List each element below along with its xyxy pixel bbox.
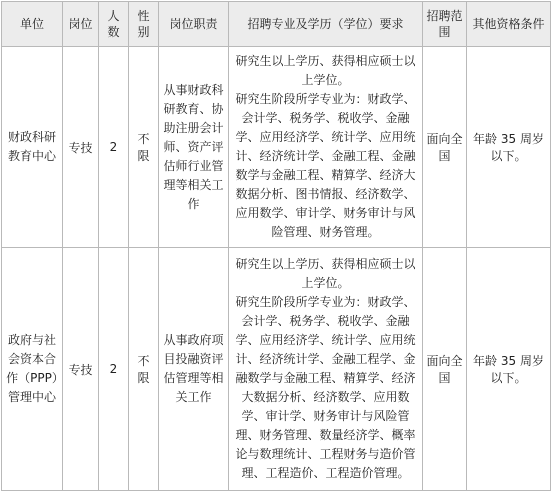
cell-other: 年龄 35 周岁以下。 <box>467 47 551 248</box>
requirement-majors: 研究生阶段所学专业为：财政学、会计学、税务学、税收学、金融学、应用经济学、统计学、应用统计、经济统计学、金融工程学、金融数学与金融工程、精算学、经济大数据分析、经济数学、应用数学、审计学、财务审计与风险管理、财务管理、数量经济学、概率论与数理统计、工程财务与造价管理、工程造价、工程造价管理。 <box>235 295 416 480</box>
header-duty: 岗位职责 <box>159 2 229 47</box>
header-other: 其他资格条件 <box>467 2 551 47</box>
cell-gender: 不限 <box>129 248 159 491</box>
header-unit: 单位 <box>2 2 63 47</box>
cell-count: 2 <box>99 248 129 491</box>
header-scope: 招聘范围 <box>423 2 467 47</box>
cell-post: 专技 <box>63 248 99 491</box>
cell-scope: 面向全国 <box>423 47 467 248</box>
header-row <box>2 2 551 47</box>
header-post: 岗位 <box>63 2 99 47</box>
cell-duty: 从事财政科研教育、协助注册会计师、资产评估师行业管理等相关工作 <box>159 47 229 248</box>
header-gender: 性别 <box>129 2 159 47</box>
cell-scope: 面向全国 <box>423 248 467 491</box>
cell-gender: 不限 <box>129 47 159 248</box>
cell-count: 2 <box>99 47 129 248</box>
requirement-degree: 研究生以上学历、获得相应硕士以上学位。 <box>235 54 416 87</box>
cell-requirements <box>229 248 423 491</box>
cell-post: 专技 <box>63 47 99 248</box>
requirement-majors: 研究生阶段所学专业为：财政学、会计学、税务学、税收学、金融学、应用经济学、统计学、应用统计、经济统计学、金融工程、金融数学与金融工程、精算学、经济大数据分析、图书情报、经济数学、应用数学、审计学、财务审计与风险管理、财务管理。 <box>235 92 416 239</box>
cell-other: 年龄 35 周岁以下。 <box>467 248 551 491</box>
recruitment-table <box>1 1 551 491</box>
table-row <box>2 47 551 248</box>
requirement-degree: 研究生以上学历、获得相应硕士以上学位。 <box>235 257 416 290</box>
header-count: 人数 <box>99 2 129 47</box>
cell-unit: 财政科研教育中心 <box>2 47 63 248</box>
header-requirements: 招聘专业及学历（学位）要求 <box>229 2 423 47</box>
table-row <box>2 248 551 491</box>
cell-requirements <box>229 47 423 248</box>
cell-unit: 政府与社会资本合作（PPP）管理中心 <box>2 248 63 491</box>
cell-duty: 从事政府项目投融资评估管理等相关工作 <box>159 248 229 491</box>
